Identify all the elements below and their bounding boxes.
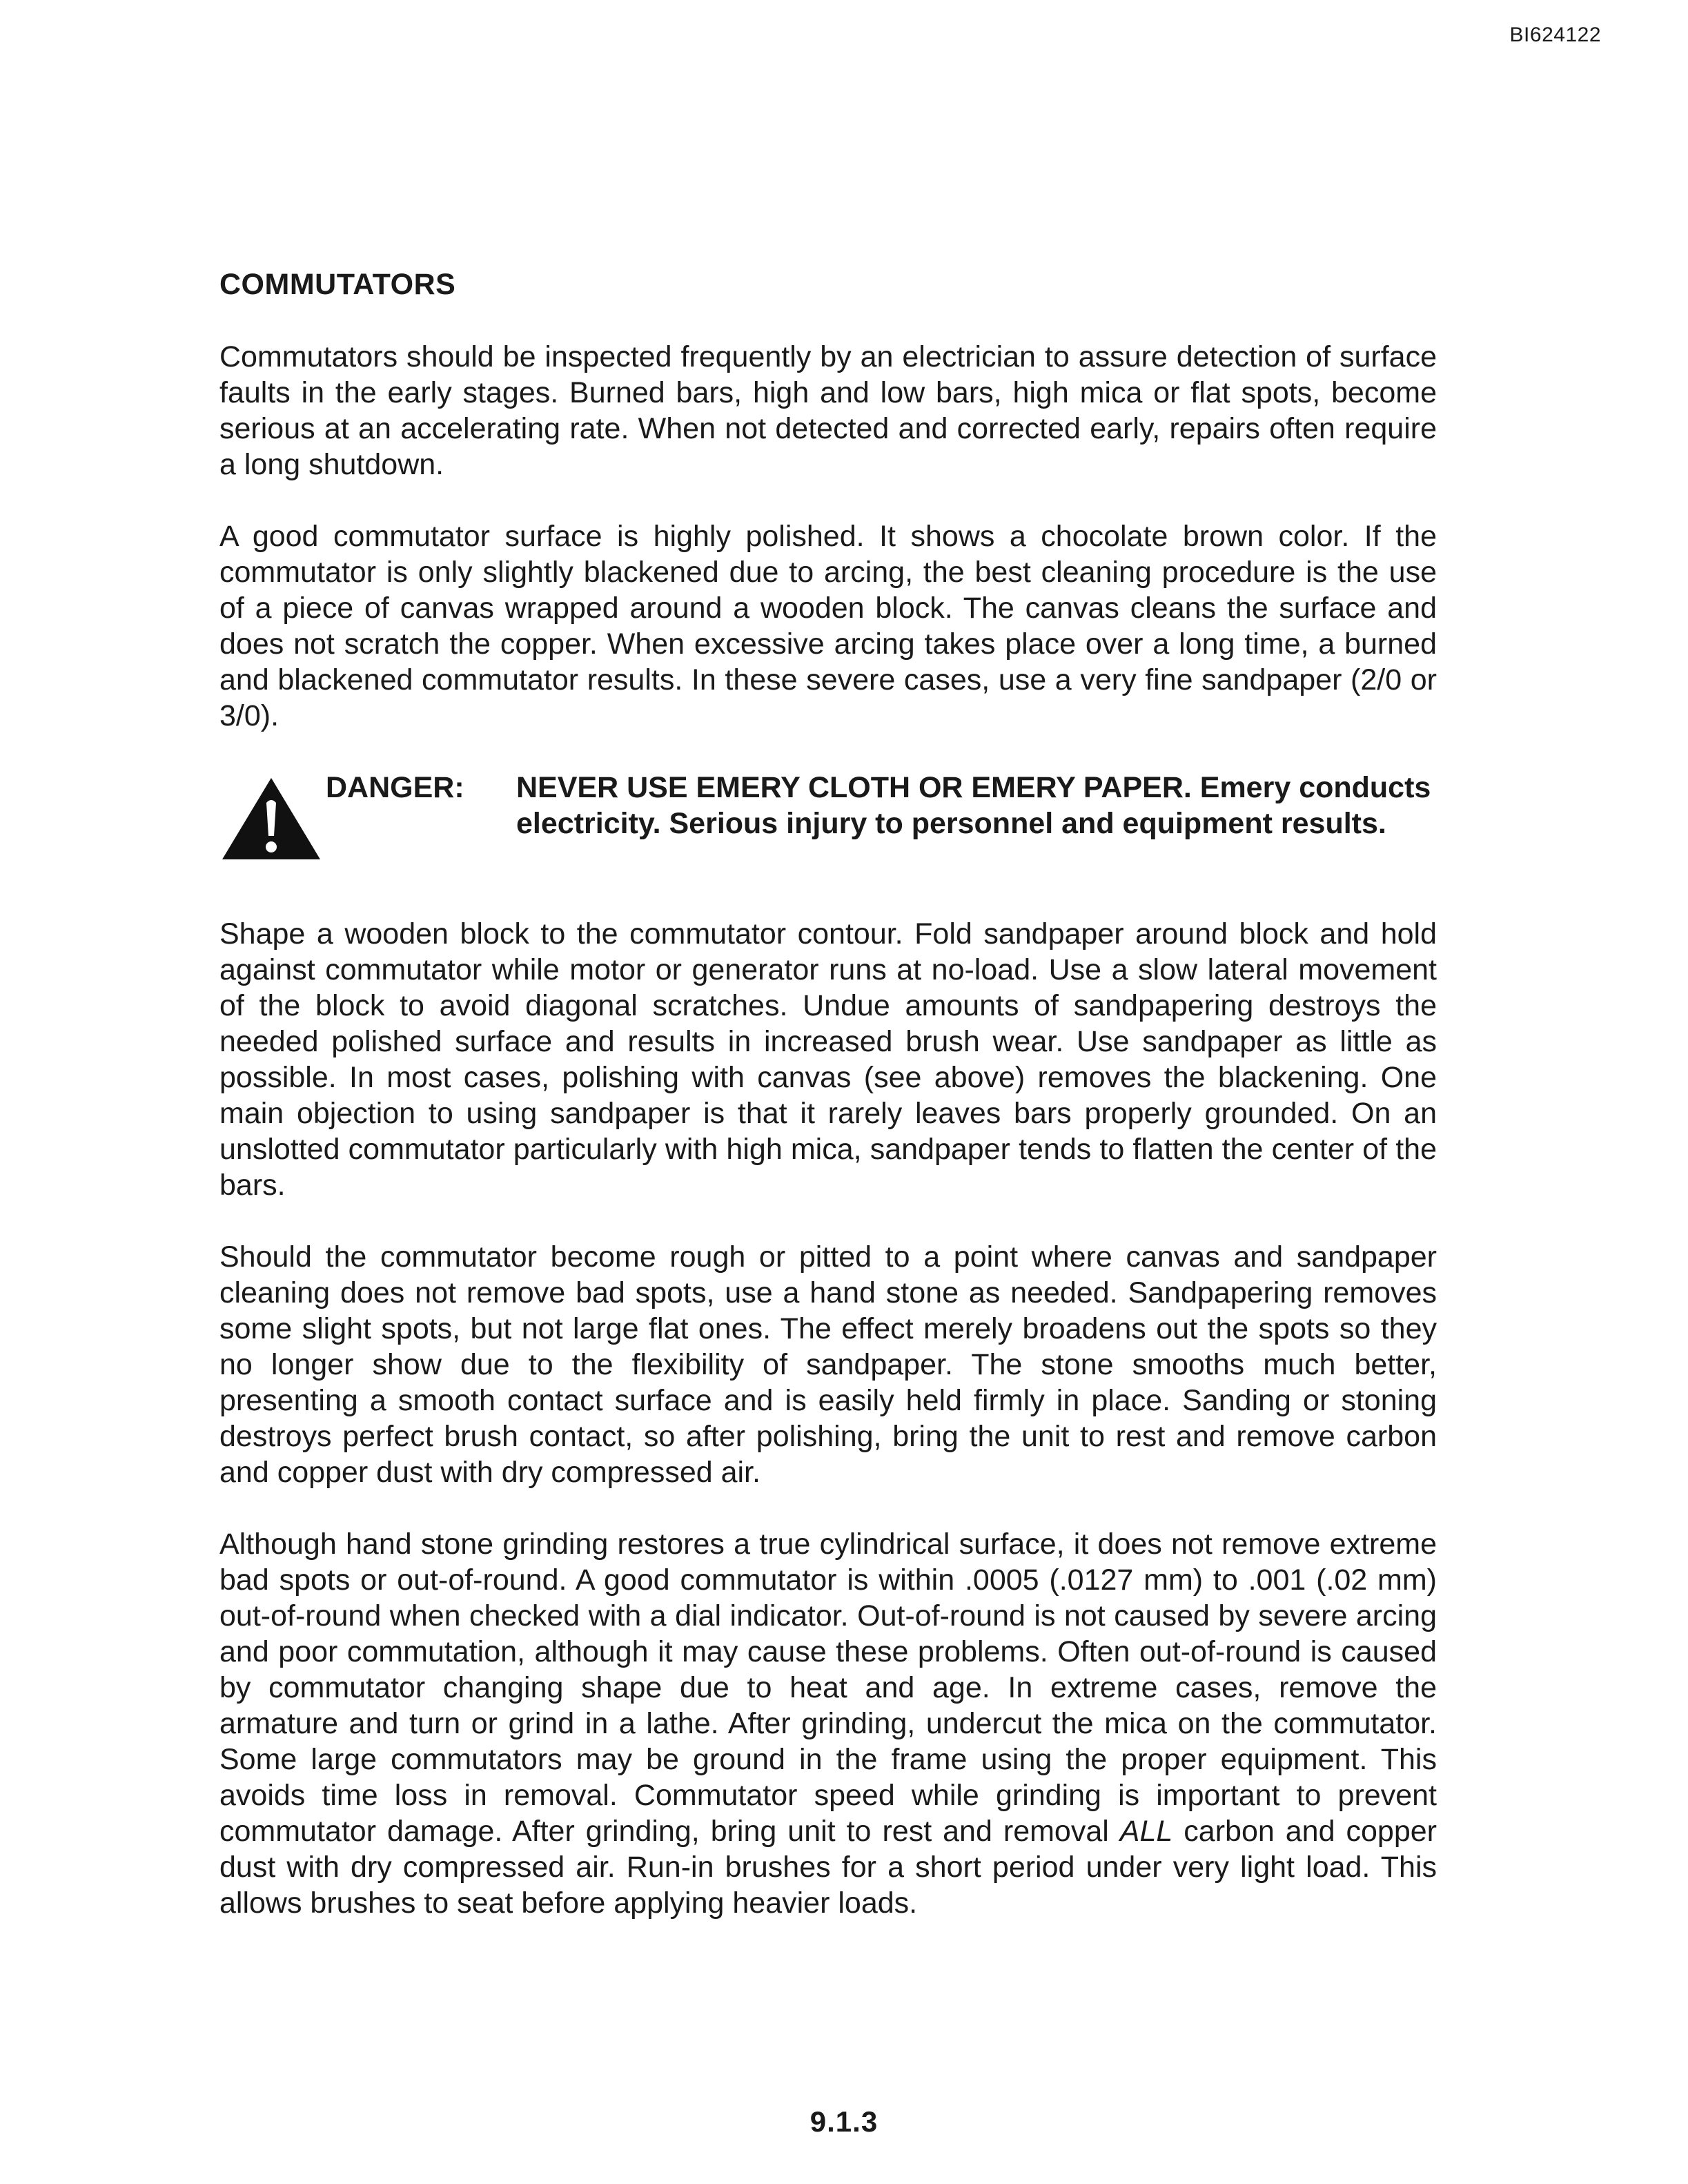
paragraph-grinding xyxy=(219,1526,1437,1921)
paragraph-surface: A good commutator surface is highly polished. It shows a chocolate brown color. If the commutator is only slightly blackened due to arcing, the best cleaning procedure is the use of a piece of canvas wrapped around a wooden block. The canvas cleans the surface and does not scratch the copper. When excessive arcing takes place over a long time, a burned and blackened commutator results. In these severe cases, use a very fine sandpaper (2/0 or 3/0). xyxy=(219,520,1437,732)
paragraph-grinding-part-2: carbon and copper dust with dry compressed air. Run-in brushes for a short period under very light load. This allows brushes to seat before applying heavier loads. xyxy=(219,1815,1437,1920)
danger-label: DANGER: xyxy=(326,771,464,804)
section-title: COMMUTATORS xyxy=(219,268,456,301)
paragraph-grinding-part-1: Although hand stone grinding restores a true cylindrical surface, it does not remove extreme bad spots or out-of-round. A good commutator is within .0005 (.0127 mm) to .001 (.02 mm) out-of-round when checked with a dial indicator. Out-of-round is not caused by severe arcing and poor commutation, although it may cause these problems. Often out-of-round is caused by commutator changing shape due to heat and age. In extreme cases, remove the armature and turn or grind in a lathe. After grinding, undercut the mica on the commutator. Some large commutators may be ground in the frame using the proper equipment. This avoids time loss in removal. Commutator speed while grinding is important to prevent commutator damage. After grinding, bring unit to rest and removal xyxy=(219,1528,1437,1848)
danger-notice xyxy=(219,770,1437,862)
page-content xyxy=(219,268,1437,1957)
document-id: BI624122 xyxy=(1509,23,1601,46)
paragraph-inspection: Commutators should be inspected frequently by an electrician to assure detection of surface faults in the early stages. Burned bars, high and low bars, high mica or flat spots, become serious at an accelerating rate. When not detected and corrected early, repairs often require a long shutdown. xyxy=(219,340,1437,481)
page-number: 9.1.3 xyxy=(809,2105,879,2138)
paragraph-hand-stone: Should the commutator become rough or pitted to a point where canvas and sandpaper cleaning does not remove bad spots, use a hand stone as needed. Sandpapering removes some slight spots, but not large flat ones. The effect merely broadens out the spots so they no longer show due to the flexibility of sandpaper. The stone smooths much better, presenting a smooth contact surface and is easily held firmly in place. Sanding or stoning destroys perfect brush contact, so after polishing, bring the unit to rest and remove carbon and copper dust with dry compressed air. xyxy=(219,1240,1437,1489)
paragraph-sandpaper: Shape a wooden block to the commutator contour. Fold sandpaper around block and hold against commutator while motor or generator runs at no-load. Use a slow lateral movement of the block to avoid diagonal scratches. Undue amounts of sandpapering destroys the needed polished surface and results in increased brush wear. Use sandpaper as little as possible. In most cases, polishing with canvas (see above) removes the blackening. One main objection to using sandpaper is that it rarely leaves bars properly grounded. On an unslotted commutator particularly with high mica, sandpaper tends to flatten the center of the bars. xyxy=(219,917,1437,1202)
warning-triangle-icon xyxy=(219,775,323,862)
danger-text: NEVER USE EMERY CLOTH OR EMERY PAPER. Emery conducts electricity. Serious injury to personnel and equipment results. xyxy=(516,771,1431,840)
emphasis-all: ALL xyxy=(1119,1815,1173,1848)
